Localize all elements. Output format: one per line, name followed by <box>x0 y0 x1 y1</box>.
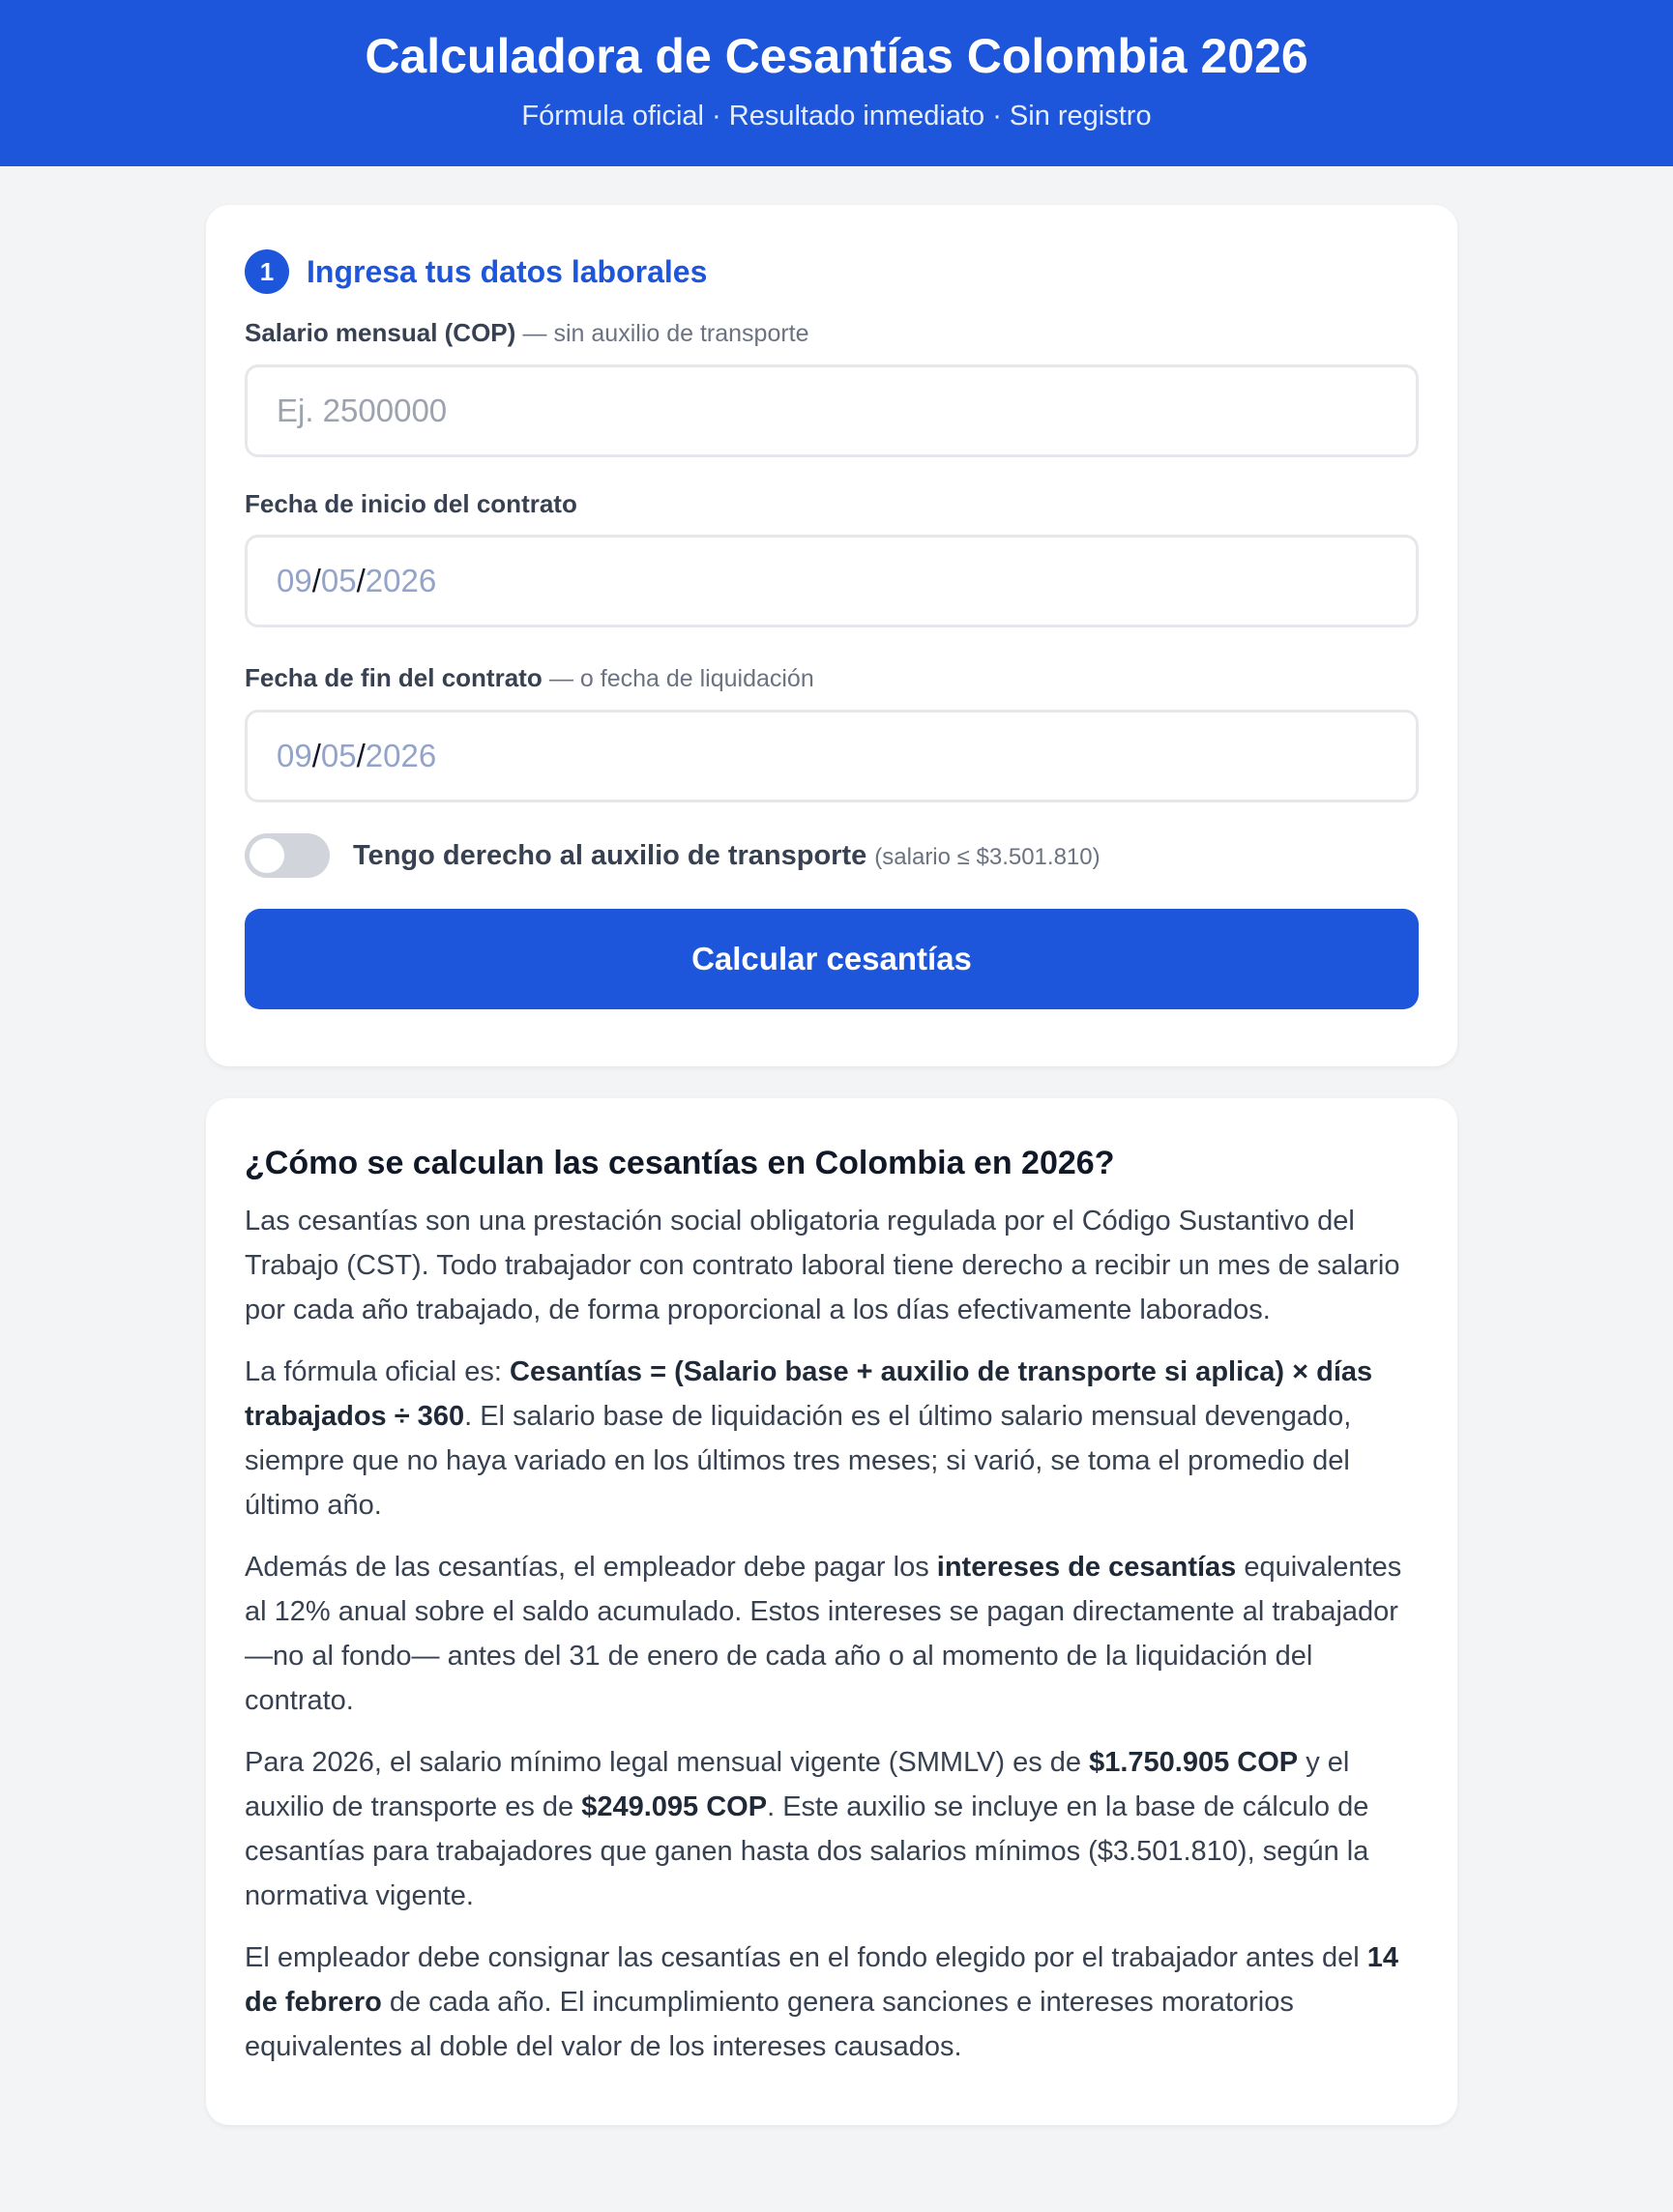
start-date-year[interactable]: 2026 <box>365 563 437 598</box>
end-date-year[interactable]: 2026 <box>365 738 437 773</box>
info-card <box>206 1098 1457 2125</box>
info-paragraph <box>245 1740 1419 1918</box>
info-text: . Este auxilio se incluye en la base de cálculo de cesantías para trabajadores que ganen hasta dos salarios mínimos ($3.501.810), según la normativa vigente. <box>245 1791 1369 1911</box>
end-date-separator: / <box>311 738 321 773</box>
end-date-field-group <box>245 660 1419 802</box>
info-text: El empleador debe consignar las cesantías en el fondo elegido por el trabajador antes del <box>245 1942 1367 1973</box>
info-bold-text: 14 de febrero <box>245 1942 1399 2018</box>
end-date-day[interactable]: 09 <box>277 738 312 773</box>
info-bold-text: $1.750.905 COP <box>1089 1747 1299 1778</box>
toggle-knob <box>249 838 284 873</box>
transport-toggle-label-text: Tengo derecho al auxilio de transporte <box>353 839 867 871</box>
info-text: Para 2026, el salario mínimo legal mensual vigente (SMMLV) es de <box>245 1747 1090 1778</box>
step-title: Ingresa tus datos laborales <box>307 253 708 289</box>
page-header <box>0 0 1673 166</box>
transport-toggle[interactable] <box>245 833 330 878</box>
start-date-field-group <box>245 486 1419 627</box>
step-number-badge: 1 <box>245 249 289 294</box>
salary-label-text: Salario mensual (COP) <box>245 318 516 347</box>
salary-input[interactable] <box>245 364 1419 457</box>
salary-label <box>245 315 1419 351</box>
end-date-input[interactable] <box>245 710 1419 802</box>
info-bold-text: $249.095 COP <box>581 1791 768 1822</box>
salary-input-placeholder: Ej. 2500000 <box>277 393 448 428</box>
end-date-label <box>245 660 1419 696</box>
info-text: La fórmula oficial es: <box>245 1356 511 1387</box>
start-date-label: Fecha de inicio del contrato <box>245 489 577 518</box>
page-title: Calculadora de Cesantías Colombia 2026 <box>365 29 1308 83</box>
info-text: equivalentes al 12% anual sobre el saldo acumulado. Estos intereses se pagan directamente al trabajador —no al fondo— antes del 31 de enero de cada año o al momento de la liquidación del contrato. <box>245 1552 1402 1716</box>
start-date-separator: / <box>311 563 321 598</box>
start-date-month[interactable]: 05 <box>320 563 357 598</box>
formula-text: Cesantías = (Salario base + auxilio de transporte si aplica) × días trabajados ÷ 360 <box>245 1356 1373 1432</box>
info-bold-text: intereses de cesantías <box>936 1552 1237 1583</box>
calculator-form-card <box>206 205 1457 1066</box>
start-date-separator: / <box>356 563 366 598</box>
info-paragraph <box>245 1545 1419 1723</box>
start-date-input[interactable] <box>245 535 1419 627</box>
info-paragraph <box>245 1350 1419 1528</box>
calculate-button[interactable]: Calcular cesantías <box>245 909 1419 1009</box>
info-text: Además de las cesantías, el empleador debe pagar los <box>245 1552 937 1583</box>
transport-toggle-hint: (salario ≤ $3.501.810) <box>874 843 1101 870</box>
page-subtitle: Fórmula oficial · Resultado inmediato · Sin registro <box>521 101 1152 131</box>
info-title: ¿Cómo se calculan las cesantías en Colombia en 2026? <box>245 1145 1115 1181</box>
end-date-label-text: Fecha de fin del contrato <box>245 663 543 692</box>
transport-toggle-label[interactable] <box>353 840 1101 872</box>
salary-label-hint: — sin auxilio de transporte <box>522 320 809 347</box>
info-text: y el auxilio de transporte es de <box>245 1747 1350 1822</box>
end-date-label-hint: — o fecha de liquidación <box>548 665 814 692</box>
info-text: de cada año. El incumplimiento genera sanciones e intereses moratorios equivalentes al doble del valor de los intereses causados. <box>245 1987 1294 2062</box>
info-paragraph: Las cesantías son una prestación social obligatoria regulada por el Código Sustantivo del Trabajo (CST). Todo trabajador con contrato laboral tiene derecho a recibir un mes de salario por cada año trabajado, de forma proporcional a los días efectivamente laborados. <box>245 1206 1400 1325</box>
info-text: . El salario base de liquidación es el último salario mensual devengado, siempre que no haya variado en los últimos tres meses; si varió, se toma el promedio del último año. <box>245 1401 1352 1521</box>
info-paragraph <box>245 1936 1419 2069</box>
end-date-separator: / <box>356 738 366 773</box>
end-date-month[interactable]: 05 <box>320 738 357 773</box>
salary-field-group <box>245 315 1419 457</box>
step-header <box>245 247 1419 296</box>
start-date-day[interactable]: 09 <box>277 563 312 598</box>
transport-toggle-row <box>245 833 1419 878</box>
